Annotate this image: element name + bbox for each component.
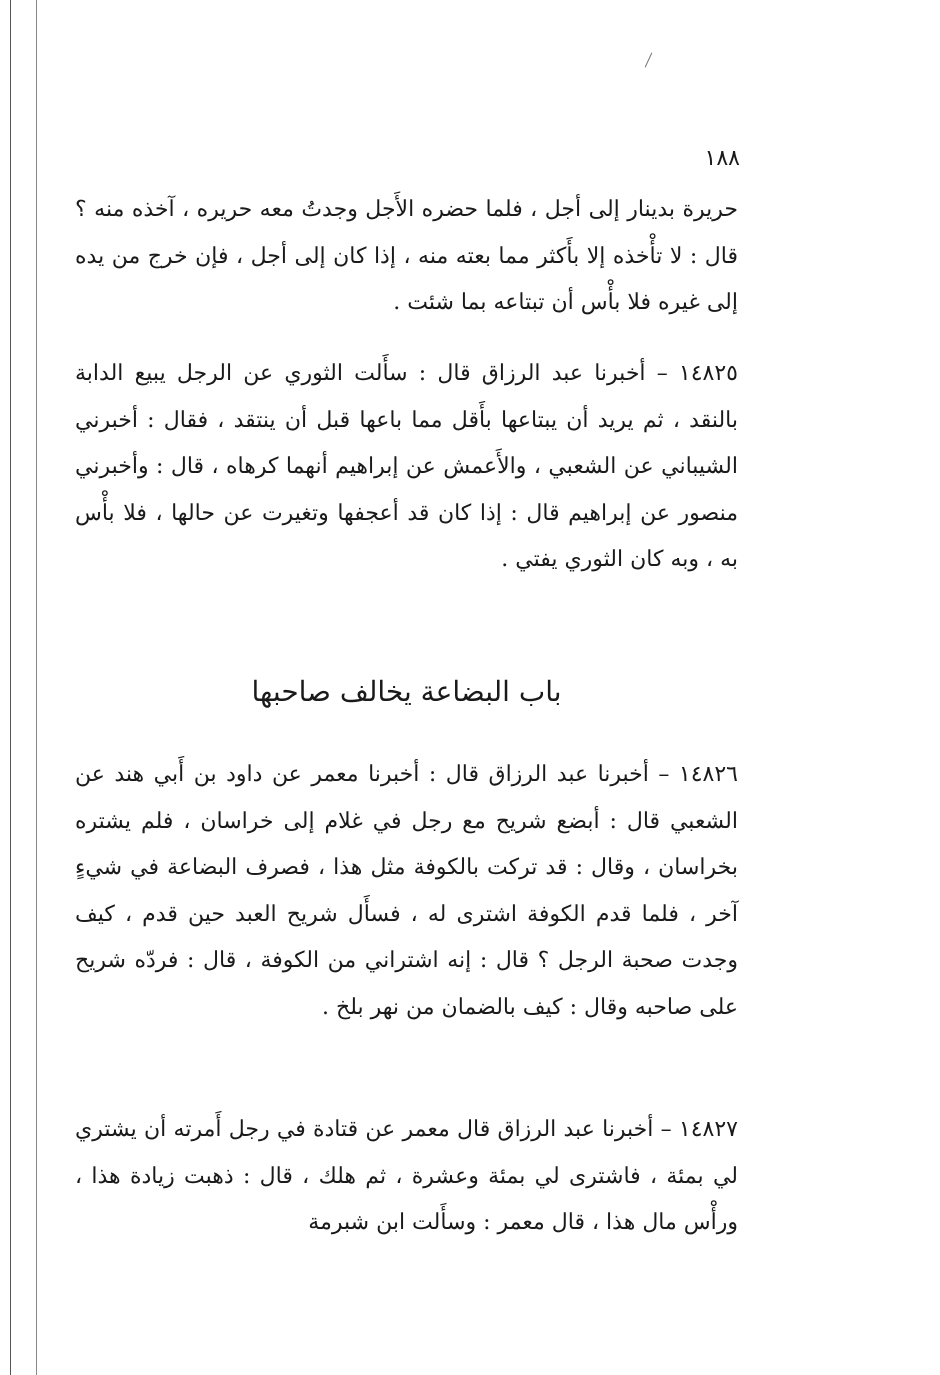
page-number: ١٨٨ bbox=[704, 146, 740, 171]
paragraph-hadith-14825: ١٤٨٢٥ – أخبرنا عبد الرزاق قال : سأَلت الثوري عن الرجل يبيع الدابة بالنقد ، ثم يريد أن يبتاعها بأَقل مما باعها قبل أن ينتقد ، فقال : أخبرني الشيباني عن الشعبي ، والأَعمش عن إبراهيم أنهما كرهاه ، قال : وأخبرني منصور عن إبراهيم قال : إذا كان قد أعجفها وتغيرت عن حالها ، فلا بأْس به ، وبه كان الثوري يفتي . bbox=[75, 361, 738, 572]
chapter-heading: باب البضاعة يخالف صاحبها bbox=[251, 675, 562, 708]
paragraph-continuation: حريرة بدينار إلى أجل ، فلما حضره الأَجل وجدتُ معه حريره ، آخذه منه ؟ قال : لا تأْخذه إلا بأَكثر مما بعته منه ، إذا كان إلى أجل ، فإن خرج من يده إلى غيره فلا بأْس أن تبتاعه بما شئت . bbox=[75, 197, 738, 315]
paragraph-hadith-14826: ١٤٨٢٦ – أخبرنا عبد الرزاق قال : أخبرنا معمر عن داود بن أَبي هند عن الشعبي قال : أبضع شريح مع رجل في غلام إلى خراسان ، فلم يشتره بخراسان ، وقال : قد تركت بالكوفة مثل هذا ، فصرف البضاعة في شيءٍ آخر ، فلما قدم الكوفة اشترى له ، فسأَل شريح العبد حين قدم ، كيف وجدت صحبة الرجل ؟ قال : إنه اشتراني من الكوفة ، قال : فردّه شريح على صاحبه وقال : كيف بالضمان من نهر بلخ . bbox=[75, 762, 738, 1020]
binding-edge-line bbox=[10, 0, 11, 1375]
stray-pen-mark bbox=[645, 53, 653, 68]
binding-edge-line bbox=[36, 0, 37, 1375]
paragraph-hadith-14827: ١٤٨٢٧ – أخبرنا عبد الرزاق قال معمر عن قتادة في رجل أَمرته أن يشتري لي بمئة ، فاشترى لي بمئة وعشرة ، ثم هلك ، قال : ذهبت زيادة هذا ، ورأْس مال هذا ، قال معمر : وسأَلت ابن شبرمة bbox=[75, 1117, 738, 1235]
